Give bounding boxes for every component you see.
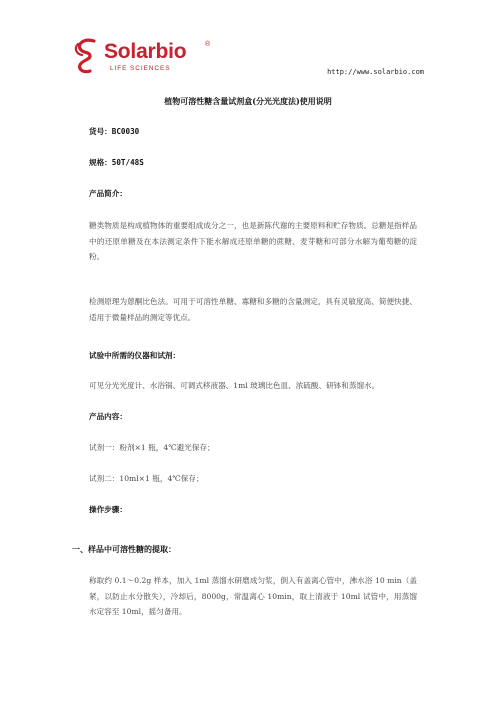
brand-name: Solarbio [104,40,187,63]
intro-heading: 产品简介： [89,189,127,198]
catalog-value: BC0030 [111,127,140,136]
catalog-number [89,126,139,137]
procedure-heading: 操作步骤： [89,505,127,514]
specification [89,157,144,168]
intro-paragraph-2: 检测原理为蒽酮比色法。可用于可溶性单糖、寡糖和多糖的含量测定，具有灵敏度高、简便快捷、适用于微量样品的测定等优点。 [89,297,417,322]
spec-value: 50T/48S [111,158,144,167]
catalog-label: 货号： [89,127,112,136]
solarbio-logo [72,38,212,78]
reagent-two: 试剂二：10ml×1 瓶，4℃保存； [89,474,204,483]
equipment-text: 可见分光光度计、水浴锅、可调式移液器、1ml 玻璃比色皿、浓硫酸、研钵和蒸馏水。 [89,381,380,390]
brand-subtitle: LIFE SCIENCES [110,65,171,72]
registered-mark: ® [205,41,211,48]
reagent-one: 试剂一：粉剂×1 瓶，4℃避光保存； [89,443,215,452]
website-link[interactable]: http://www.solarbio.com [327,68,424,76]
solarbio-emblem-icon [72,38,102,74]
spec-label: 规格： [89,158,112,167]
step1-heading: 一、样品中可溶性糖的提取： [72,544,176,554]
equipment-heading: 试验中所需的仪器和试剂： [89,351,181,360]
intro-paragraph-1: 糖类物质是构成植物体的重要组成成分之一，也是新陈代谢的主要原料和贮存物质。总糖是指样品中的还原单糖及在本法测定条件下能水解成还原单糖的蔗糖、麦芽糖和可部分水解为葡萄糖的淀粉。 [89,221,417,261]
contents-heading: 产品内容： [89,412,127,421]
step1-text: 称取约 0.1～0.2g 样本，加入 1ml 蒸馏水研磨成匀浆，倒入有盖离心管中，沸水浴 10 min（盖紧，以防止水分散失），冷却后，8000g，常温离心 10min，取上清液于 10ml 试管中，用蒸馏水定容至 10ml，摇匀备用。 [89,576,417,616]
document-title: 植物可溶性糖含量试剂盒(分光光度法)使用说明 [164,96,332,106]
